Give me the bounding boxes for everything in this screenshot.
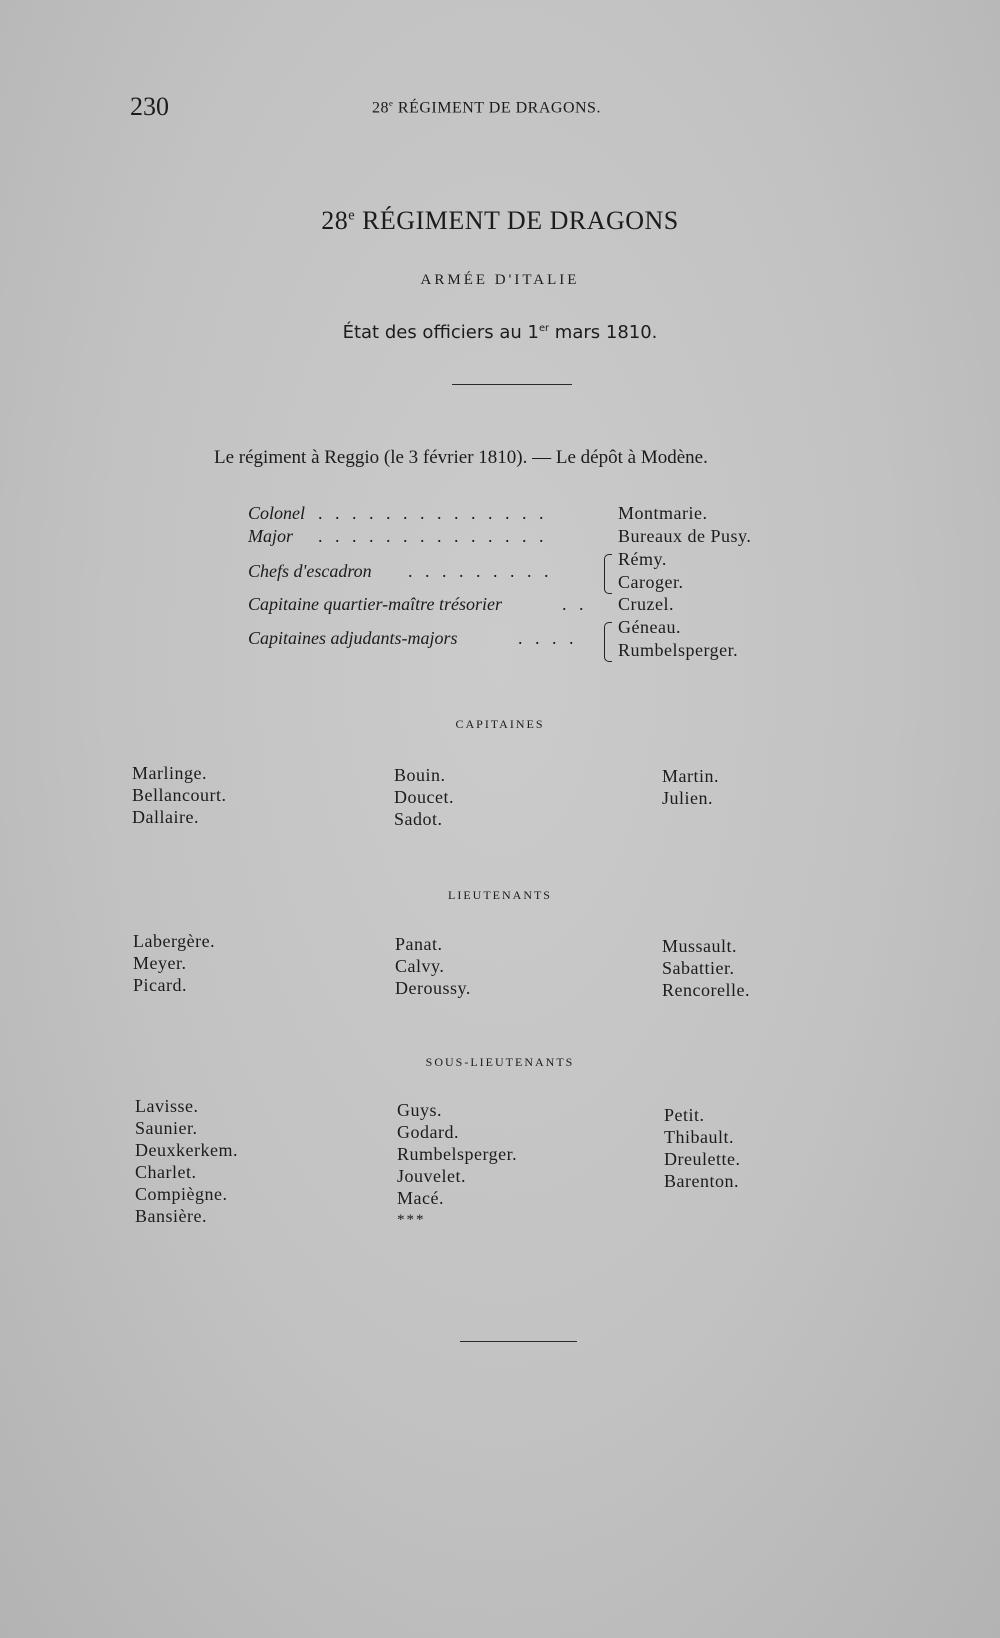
page-number: 230 [130,92,169,121]
officer-name: Rencorelle. [662,980,750,1000]
brace [604,622,612,662]
officer-name: Deroussy. [395,978,471,998]
lieutenants-column [395,933,471,999]
officer-name: Jouvelet. [397,1166,466,1186]
brace [604,554,612,594]
divider-rule [460,1341,577,1342]
lieutenants-heading: LIEUTENANTS [448,888,552,902]
colonel-label: Colonel [248,503,305,523]
officer-name: Bellancourt. [132,785,227,805]
adjudants-majors-label: Capitaines adjudants-majors [248,628,458,648]
leader-dots: . . . . . . . . . [408,561,553,581]
officer-name: Deuxkerkem. [135,1140,238,1160]
adjudant-major-name: Géneau. [618,617,681,637]
running-head [0,92,1000,122]
capitaines-column [662,765,719,809]
leader-dots: . . . . . . . . . . . . . . [318,503,548,523]
asterisks: *** [397,1212,426,1228]
capitaines-column [132,762,226,828]
officer-name: Saunier. [135,1118,198,1138]
sous-lieutenants-column [397,1099,517,1231]
running-title: 28e RÉGIMENT DE DRAGONS. [372,98,601,117]
officer-name: Sabattier. [662,958,735,978]
army-heading: ARMÉE D'ITALIE [420,272,580,288]
officer-name: Macé. [397,1188,444,1208]
capitaines-column [394,764,454,830]
officer-name: Dallaire. [132,807,199,827]
officer-name: Picard. [133,975,187,995]
officer-name: Guys. [397,1100,443,1120]
subtitle: État des officiers au 1er mars 1810. [342,322,658,343]
officer-name: Bouin. [394,765,446,785]
tresorier-name: Cruzel. [618,594,674,614]
sous-lieutenants-heading: SOUS-LIEUTENANTS [425,1055,575,1069]
officer-name: Doucet. [394,787,454,807]
tresorier-label: Capitaine quartier-maître trésorier [248,594,502,614]
divider-rule [452,384,572,385]
officer-name: Charlet. [135,1162,197,1182]
officer-name: Meyer. [133,953,187,973]
major-label: Major [248,526,293,546]
officer-name: Godard. [397,1122,459,1142]
page-title: 28e RÉGIMENT DE DRAGONS [321,206,679,235]
officer-name: Julien. [662,788,713,808]
sous-lieutenants-column [135,1095,238,1227]
officer-name: Calvy. [395,956,445,976]
location-line: Le régiment à Reggio (le 3 février 1810). — Le dépôt à Modène. [214,447,708,468]
officer-name: Petit. [664,1105,705,1125]
sous-lieutenants-column [664,1104,740,1192]
officer-name: Panat. [395,934,443,954]
chefs-escadron-name: Caroger. [618,572,684,592]
officer-name: Labergère. [133,931,216,951]
leader-dots: . . . . . . . . . . . . . . [318,526,548,546]
chefs-escadron-label: Chefs d'escadron [248,561,372,581]
officer-name: Compiègne. [135,1184,228,1204]
officer-name: Mussault. [662,936,738,956]
colonel-name: Montmarie. [618,503,708,523]
adjudant-major-name: Rumbelsperger. [618,640,739,660]
leader-dots: . . [562,594,588,614]
officer-name: Bansière. [135,1206,207,1226]
officer-name: Dreulette. [664,1149,741,1169]
officer-name: Sadot. [394,809,443,829]
officer-name: Lavisse. [135,1096,199,1116]
officer-name: Thibault. [664,1127,734,1147]
chefs-escadron-name: Rémy. [618,549,667,569]
major-name: Bureaux de Pusy. [618,526,752,546]
lieutenants-column [133,930,215,996]
officer-name: Rumbelsperger. [397,1144,518,1164]
officer-name: Barenton. [664,1171,739,1191]
officer-name: Martin. [662,766,719,786]
capitaines-heading: CAPITAINES [455,717,545,731]
officer-name: Marlinge. [132,763,207,783]
lieutenants-column [662,935,750,1001]
leader-dots: . . . . [518,628,578,648]
